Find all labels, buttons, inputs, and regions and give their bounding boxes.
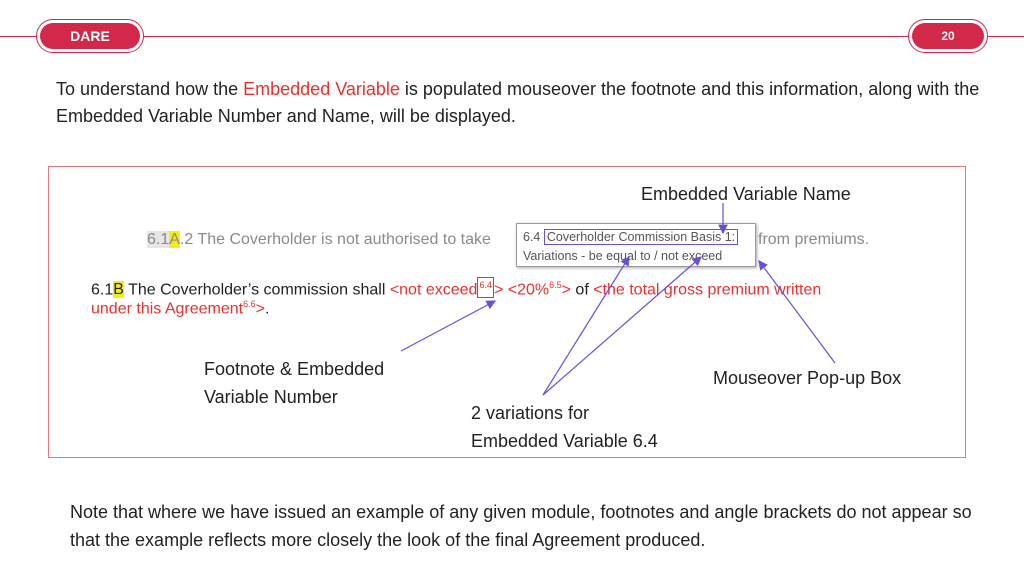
label-variable-name: Embedded Variable Name — [641, 184, 851, 204]
commission-of: of — [570, 281, 594, 299]
example-figure — [48, 166, 966, 458]
intro-before: To understand how the — [56, 79, 244, 99]
gray-clause-tail: from premiums. — [758, 231, 870, 248]
footnote-6-6[interactable]: 6.6 — [243, 299, 256, 309]
variable-6-6-text-cont: under this Agreement — [91, 300, 244, 318]
variable-6-4-close: > — [493, 281, 504, 299]
gray-clause-text: .2 The Coverholder is not authorised to take — [179, 231, 491, 248]
variable-6-4-text: <not exceed — [389, 281, 478, 299]
label-variations-line1: 2 variations for — [471, 403, 590, 423]
label-footnote-line2: Variable Number — [204, 387, 338, 407]
popup-variable-name: Coverholder Commission Basis 1: — [544, 229, 738, 245]
popup-variations: Variations - be equal to / not exceed — [523, 249, 723, 263]
label-mouseover: Mouseover Pop-up Box — [713, 368, 902, 388]
footnote-6-4-number: 6.4 — [479, 280, 492, 290]
variable-6-6-close: > — [255, 300, 265, 318]
footnote-6-5[interactable]: 6.5 — [549, 280, 562, 290]
brand-badge — [36, 19, 144, 53]
variable-6-5-text: <20% — [503, 281, 550, 299]
clause-period: . — [264, 300, 270, 318]
intro-paragraph — [56, 76, 986, 130]
commission-clause-number: 6.1 — [91, 281, 114, 299]
label-variations-line2: Embedded Variable 6.4 — [471, 431, 658, 451]
arrow-variation-1 — [543, 257, 629, 395]
popup-variable-number: 6.4 — [523, 230, 541, 244]
label-footnote-line1: Footnote & Embedded — [204, 359, 385, 379]
arrow-mouseover — [759, 261, 835, 363]
commission-clause-letter: B — [113, 281, 124, 299]
page-number-badge — [908, 19, 988, 53]
variable-6-6-text: <the total gross premium written — [593, 281, 822, 299]
label-footnote — [204, 355, 384, 411]
page-number: 20 — [912, 23, 984, 49]
gray-clause-letter: A — [169, 231, 180, 248]
arrow-variation-2 — [543, 257, 701, 395]
arrow-footnote — [401, 301, 495, 351]
brand-label: DARE — [40, 23, 140, 49]
commission-clause-text: The Coverholder’s commission shall — [123, 281, 390, 299]
intro-highlight: Embedded Variable — [243, 79, 400, 99]
header-rule — [0, 36, 1024, 37]
gray-clause-number: 6.1 — [147, 231, 170, 248]
intro-after: is populated mouseover the footnote and this information, along with the Embedded Variable Number and Name, will be displayed. — [56, 79, 980, 126]
label-variations — [471, 399, 658, 455]
note-paragraph: Note that where we have issued an example of any given module, footnotes and angle brackets do not appear so that the example reflects more closely the look of the final Agreement produced. — [70, 502, 972, 550]
variable-6-5-close: > — [561, 281, 571, 299]
